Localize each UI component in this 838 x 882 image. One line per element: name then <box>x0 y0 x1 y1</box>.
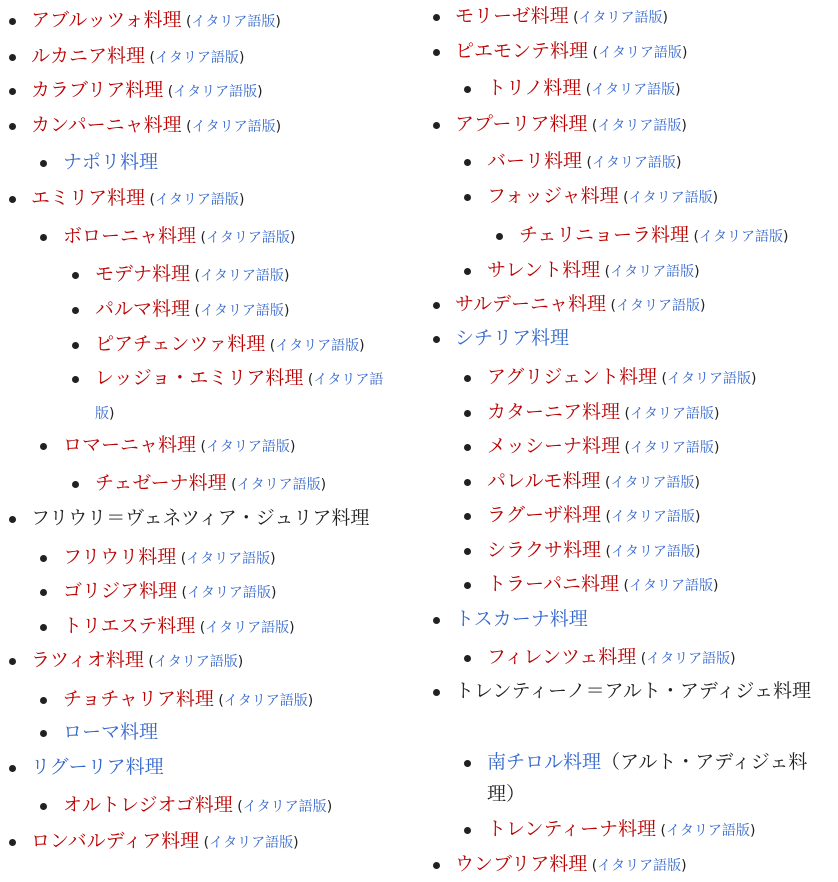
bullet-icon <box>464 548 471 555</box>
interlanguage-link <box>656 823 755 839</box>
article-link[interactable]: ラツィオ料理 <box>31 649 144 671</box>
article-link[interactable]: フィレンツェ料理 <box>487 646 637 668</box>
italian-wiki-link[interactable]: イタリア語版 <box>610 509 695 525</box>
bullet-icon <box>40 160 47 167</box>
paren-open: ( <box>218 693 224 709</box>
article-link[interactable]: アブルッツォ料理 <box>31 9 182 31</box>
italian-wiki-link[interactable]: イタリア語版 <box>628 578 713 594</box>
article-link[interactable]: チェリニョーラ料理 <box>519 224 690 246</box>
bullet-icon <box>464 655 471 662</box>
bullet-icon <box>464 827 471 834</box>
interlanguage-link <box>569 10 668 26</box>
interlanguage-link <box>587 858 686 874</box>
bullet-icon <box>72 376 79 383</box>
italian-wiki-link[interactable]: イタリア語版 <box>205 439 290 455</box>
bullet-icon <box>40 624 47 631</box>
paren-close: ) <box>675 82 681 98</box>
article-link[interactable]: ルカニア料理 <box>31 45 146 67</box>
italian-wiki-link[interactable]: イタリア語版 <box>610 475 695 491</box>
article-link[interactable]: パルマ料理 <box>95 298 191 320</box>
bullet-icon <box>464 159 471 166</box>
article-link[interactable]: トリノ料理 <box>487 77 582 99</box>
article-link[interactable]: エミリア料理 <box>31 187 146 209</box>
interlanguage-link <box>619 190 718 206</box>
article-link[interactable]: モリーゼ料理 <box>455 5 569 27</box>
italian-wiki-link[interactable]: イタリア語版 <box>154 50 239 66</box>
italian-wiki-link[interactable]: イタリア語版 <box>153 654 238 670</box>
article-link[interactable]: モデナ料理 <box>95 263 191 285</box>
article-link[interactable]: メッシーナ料理 <box>487 435 621 457</box>
paren-open: ( <box>269 338 276 354</box>
bullet-icon <box>464 760 471 767</box>
paren-open: ( <box>604 475 611 491</box>
paren-open: ( <box>623 578 629 594</box>
paren-open: ( <box>585 82 592 98</box>
interlanguage-link <box>196 230 295 246</box>
italian-wiki-link[interactable]: イタリア語版 <box>186 551 271 567</box>
interlanguage-link <box>620 406 719 422</box>
paren-close: ) <box>694 544 701 560</box>
interlanguage-link <box>600 264 699 280</box>
bullet-icon <box>9 196 16 203</box>
paren-close: ) <box>662 10 669 26</box>
paren-close: ) <box>782 229 789 245</box>
paren-close: ) <box>307 693 314 709</box>
paren-open: ( <box>591 858 598 874</box>
bullet-icon <box>433 862 440 869</box>
paren-close: ) <box>109 406 115 422</box>
article-link[interactable]: サルデーニャ料理 <box>455 293 607 315</box>
paren-close: ) <box>283 303 290 319</box>
article-link[interactable]: バーリ料理 <box>487 150 583 172</box>
paren-close: ) <box>270 585 277 601</box>
paren-open: ( <box>185 14 192 30</box>
bullet-icon <box>40 555 47 562</box>
interlanguage-link <box>601 544 700 560</box>
paren-close: ) <box>750 371 757 387</box>
article-link[interactable]: ローマ料理 <box>63 721 159 743</box>
interlanguage-link <box>182 119 281 135</box>
italian-wiki-link[interactable]: イタリア語版 <box>597 45 682 61</box>
paren-open: ( <box>640 651 647 667</box>
article-link[interactable]: ボローニャ料理 <box>63 225 197 247</box>
list-item-label: フリウリ＝ヴェネツィア・ジュリア料理 <box>31 507 370 529</box>
interlanguage-link <box>163 84 262 100</box>
bullet-icon <box>9 658 16 665</box>
article-link[interactable]: ラグーザ料理 <box>487 504 602 526</box>
paren-open: ( <box>623 190 629 206</box>
bullet-icon <box>40 234 47 241</box>
article-link[interactable]: レッジョ・エミリア料理 <box>95 367 304 389</box>
bullet-icon <box>433 302 440 309</box>
article-link[interactable]: ロンバルディア料理 <box>31 830 200 852</box>
interlanguage-link <box>195 620 294 636</box>
paren-close: ) <box>275 14 281 30</box>
paren-open: ( <box>591 118 598 134</box>
article-link[interactable]: アプーリア料理 <box>455 113 588 135</box>
bullet-icon <box>72 307 79 314</box>
bullet-icon <box>433 49 440 56</box>
italian-wiki-link[interactable]: イタリア語版 <box>173 84 258 100</box>
bullet-icon <box>464 375 471 382</box>
paren-close: ) <box>712 578 719 594</box>
interlanguage-link <box>199 835 298 851</box>
article-link[interactable]: トラーパニ料理 <box>487 573 620 595</box>
article-link[interactable]: ナポリ料理 <box>63 151 159 173</box>
list-item-label: トレンティーノ＝アルト・アディジェ料理 <box>455 680 811 702</box>
paren-open: ( <box>573 10 579 26</box>
bullet-icon <box>433 336 440 343</box>
interlanguage-link <box>636 651 735 667</box>
bullet-icon <box>9 765 16 772</box>
italian-wiki-link[interactable]: イタリア語版 <box>242 799 327 815</box>
paren-close: ) <box>681 858 687 874</box>
article-link[interactable]: アグリジェント料理 <box>487 366 658 388</box>
italian-wiki-link[interactable]: イタリア語版 <box>578 10 663 26</box>
paren-close: ) <box>749 823 756 839</box>
paren-close: ) <box>713 440 720 456</box>
interlanguage-link <box>601 509 700 525</box>
interlanguage-link <box>145 192 244 208</box>
italian-wiki-link[interactable]: イタリア語版 <box>610 264 695 280</box>
paren-open: ( <box>199 620 206 636</box>
article-link[interactable]: フォッジャ料理 <box>487 185 619 207</box>
interlanguage-link <box>689 229 788 245</box>
paren-open: ( <box>586 155 592 171</box>
italian-wiki-link[interactable]: イタリア語版 <box>591 82 676 98</box>
paren-close: ) <box>326 799 333 815</box>
bullet-icon <box>9 18 16 25</box>
italian-wiki-link[interactable]: イタリア語版 <box>646 651 731 667</box>
interlanguage-link <box>177 585 276 601</box>
paren-close: ) <box>289 230 296 246</box>
bullet-icon <box>72 481 79 488</box>
paren-open: ( <box>203 835 210 851</box>
bullet-icon <box>40 803 47 810</box>
article-link[interactable]: シチリア料理 <box>455 327 570 349</box>
bullet-icon <box>40 589 47 596</box>
bullet-icon <box>9 88 16 95</box>
italian-wiki-link[interactable]: イタリア語版 <box>236 477 321 493</box>
paren-open: ( <box>186 119 192 135</box>
article-link[interactable]: トリエステ料理 <box>63 615 196 637</box>
article-link[interactable]: チョチャリア料理 <box>63 688 214 710</box>
interlanguage-link <box>606 298 705 314</box>
italian-wiki-link[interactable]: イタリア語版 <box>95 372 384 422</box>
interlanguage-link <box>620 440 719 456</box>
article-link[interactable]: シラクサ料理 <box>487 539 602 561</box>
paren-close: ) <box>289 620 295 636</box>
interlanguage-link <box>587 118 686 134</box>
bullet-icon <box>464 410 471 417</box>
paren-close: ) <box>238 50 245 66</box>
interlanguage-link <box>214 693 313 709</box>
paren-close: ) <box>681 45 688 61</box>
article-link[interactable]: リグーリア料理 <box>31 756 164 778</box>
italian-wiki-link[interactable]: イタリア語版 <box>191 14 276 30</box>
interlanguage-link <box>145 50 244 66</box>
paren-close: ) <box>730 651 736 667</box>
article-link[interactable]: フリウリ料理 <box>63 546 177 568</box>
paren-open: ( <box>194 268 200 284</box>
paren-open: ( <box>592 45 598 61</box>
paren-open: ( <box>605 509 611 525</box>
paren-close: ) <box>694 264 700 280</box>
italian-wiki-link[interactable]: イタリア語版 <box>154 192 239 208</box>
interlanguage-link <box>233 799 332 815</box>
paren-open: ( <box>693 229 699 245</box>
interlanguage-link <box>619 578 718 594</box>
paren-open: ( <box>200 230 206 246</box>
paren-open: ( <box>660 823 666 839</box>
interlanguage-link <box>265 338 364 354</box>
paren-close: ) <box>238 192 245 208</box>
article-link[interactable]: カターニア料理 <box>487 401 621 423</box>
paren-close: ) <box>699 298 706 314</box>
paren-close: ) <box>712 190 719 206</box>
paren-open: ( <box>610 298 616 314</box>
paren-close: ) <box>713 406 720 422</box>
bullet-icon <box>464 444 471 451</box>
paren-open: ( <box>237 799 243 815</box>
paren-open: ( <box>624 406 630 422</box>
italian-wiki-link[interactable]: イタリア語版 <box>628 190 713 206</box>
paren-close: ) <box>359 338 365 354</box>
italian-wiki-link[interactable]: イタリア語版 <box>205 230 290 246</box>
article-link[interactable]: カラブリア料理 <box>31 79 164 101</box>
bullet-icon <box>433 122 440 129</box>
bullet-icon <box>496 233 503 240</box>
article-link[interactable]: ゴリジア料理 <box>63 580 178 602</box>
italian-wiki-link[interactable]: イタリア語版 <box>615 298 700 314</box>
bullet-icon <box>433 617 440 624</box>
paren-open: ( <box>231 477 237 493</box>
article-link[interactable]: ピエモンテ料理 <box>455 40 589 62</box>
italian-wiki-link[interactable]: イタリア語版 <box>191 119 276 135</box>
paren-open: ( <box>624 440 630 456</box>
paren-close: ) <box>681 118 687 134</box>
interlanguage-link <box>144 654 243 670</box>
bullet-icon <box>433 689 440 696</box>
bullet-icon <box>9 839 16 846</box>
paren-open: ( <box>194 303 200 319</box>
paren-open: ( <box>149 50 155 66</box>
article-link[interactable]: 南チロル料理 <box>487 751 602 773</box>
paren-open: ( <box>307 372 314 388</box>
paren-open: ( <box>181 585 187 601</box>
bullet-icon <box>464 268 471 275</box>
paren-close: ) <box>675 155 682 171</box>
bullet-icon <box>40 730 47 737</box>
interlanguage-link <box>601 475 700 491</box>
paren-close: ) <box>289 439 296 455</box>
paren-close: ) <box>257 84 263 100</box>
paren-open: ( <box>604 264 611 280</box>
paren-close: ) <box>320 477 327 493</box>
bullet-icon <box>72 272 79 279</box>
italian-wiki-link[interactable]: イタリア語版 <box>597 118 682 134</box>
paren-open: ( <box>148 654 154 670</box>
paren-close: ) <box>237 654 244 670</box>
bullet-icon <box>464 194 471 201</box>
bullet-icon <box>464 479 471 486</box>
article-link[interactable]: パレルモ料理 <box>487 470 601 492</box>
bullet-icon <box>72 342 79 349</box>
interlanguage-link <box>190 303 289 319</box>
paren-close: ) <box>293 835 299 851</box>
paren-close: ) <box>270 551 276 567</box>
bullet-icon <box>9 54 16 61</box>
bullet-icon <box>9 123 16 130</box>
italian-wiki-link[interactable]: イタリア語版 <box>610 544 695 560</box>
paren-open: ( <box>661 371 667 387</box>
interlanguage-link <box>181 14 280 30</box>
alias-note: （アルト・アディジェ料理） <box>487 751 808 805</box>
italian-wiki-link[interactable]: イタリア語版 <box>591 155 676 171</box>
paren-open: ( <box>149 192 155 208</box>
italian-wiki-link[interactable]: イタリア語版 <box>186 585 271 601</box>
paren-open: ( <box>200 439 206 455</box>
bullet-icon <box>464 513 471 520</box>
article-link[interactable]: ロマーニャ料理 <box>63 434 197 456</box>
italian-wiki-link[interactable]: イタリア語版 <box>223 693 308 709</box>
paren-open: ( <box>605 544 611 560</box>
italian-wiki-link[interactable]: イタリア語版 <box>629 440 714 456</box>
interlanguage-link <box>588 45 687 61</box>
paren-close: ) <box>694 475 700 491</box>
interlanguage-link <box>190 268 289 284</box>
italian-wiki-link[interactable]: イタリア語版 <box>597 858 682 874</box>
italian-wiki-link[interactable]: イタリア語版 <box>209 835 294 851</box>
paren-open: ( <box>167 84 174 100</box>
article-link[interactable]: ピアチェンツァ料理 <box>95 333 266 355</box>
italian-wiki-link[interactable]: イタリア語版 <box>665 823 750 839</box>
bullet-icon <box>9 516 16 523</box>
interlanguage-link <box>196 439 295 455</box>
bullet-icon <box>464 582 471 589</box>
bullet-icon <box>464 86 471 93</box>
article-link[interactable]: サレント料理 <box>487 259 601 281</box>
article-link[interactable]: チェゼーナ料理 <box>95 472 227 494</box>
article-link[interactable]: カンパーニャ料理 <box>31 114 182 136</box>
italian-wiki-link[interactable]: イタリア語版 <box>205 620 290 636</box>
paren-close: ) <box>275 119 282 135</box>
bullet-icon <box>40 443 47 450</box>
article-link[interactable]: トレンティーナ料理 <box>487 818 657 840</box>
interlanguage-link <box>582 155 681 171</box>
article-link[interactable]: オルトレジオゴ料理 <box>63 794 233 816</box>
article-link[interactable]: トスカーナ料理 <box>455 608 588 630</box>
paren-close: ) <box>283 268 290 284</box>
paren-open: ( <box>180 551 187 567</box>
italian-wiki-link[interactable]: イタリア語版 <box>666 371 751 387</box>
bullet-icon <box>433 14 440 21</box>
italian-wiki-link[interactable]: イタリア語版 <box>199 268 284 284</box>
paren-close: ) <box>694 509 701 525</box>
interlanguage-link <box>657 371 756 387</box>
italian-wiki-link[interactable]: イタリア語版 <box>275 338 360 354</box>
article-link[interactable]: ウンブリア料理 <box>455 853 588 875</box>
bullet-icon <box>40 697 47 704</box>
interlanguage-link <box>227 477 326 493</box>
italian-wiki-link[interactable]: イタリア語版 <box>698 229 783 245</box>
italian-wiki-link[interactable]: イタリア語版 <box>629 406 714 422</box>
italian-wiki-link[interactable]: イタリア語版 <box>199 303 284 319</box>
interlanguage-link <box>581 82 680 98</box>
interlanguage-link <box>176 551 275 567</box>
